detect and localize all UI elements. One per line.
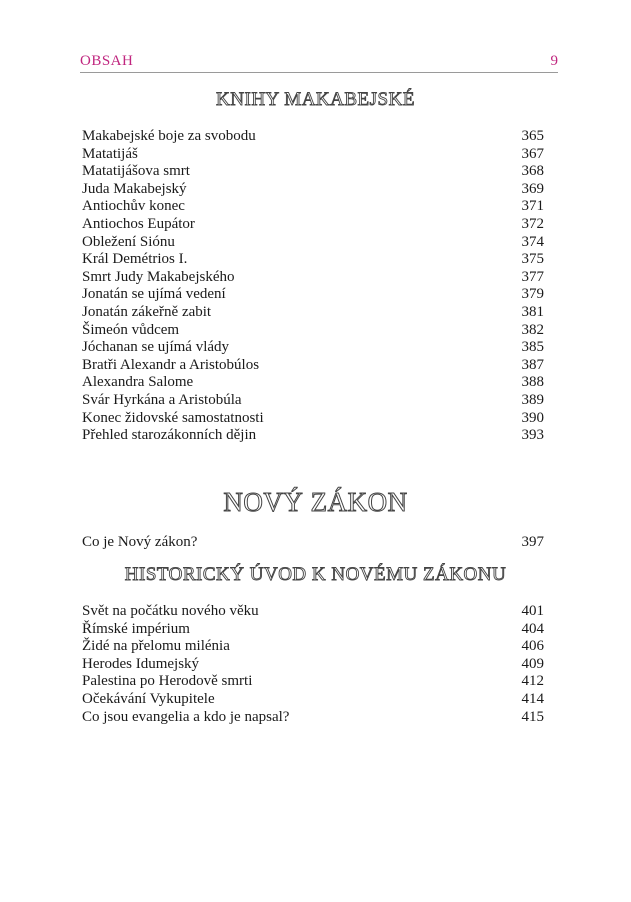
- toc-entry-page: 374: [521, 233, 544, 250]
- toc-entry-page: 382: [521, 321, 544, 338]
- toc-entry-page: 393: [521, 427, 544, 444]
- toc-list-novy-zakon: [82, 534, 544, 552]
- toc-entry: [82, 339, 544, 357]
- toc-entry: [82, 286, 544, 304]
- toc-entry-page: 372: [521, 215, 544, 232]
- toc-entry-page: 365: [521, 128, 544, 144]
- toc-entry: [82, 269, 544, 287]
- toc-entry-title: Římské impérium: [82, 620, 190, 637]
- toc-entry: [82, 181, 544, 199]
- page-number: 9: [550, 53, 558, 69]
- toc-entry-page: 375: [521, 251, 544, 268]
- toc-entry-title: Smrt Judy Makabejského: [82, 268, 235, 285]
- toc-entry-title: Matatijáš: [82, 145, 138, 162]
- toc-entry-page: 388: [521, 374, 544, 391]
- heading-knihy-makabejske: KNIHY MAKABEJSKÉ: [216, 89, 415, 110]
- toc-entry-title: Co je Nový zákon?: [82, 534, 198, 550]
- toc-entry: [82, 691, 544, 709]
- toc-entry: [82, 410, 544, 428]
- toc-entry-title: Jonatán se ujímá vedení: [82, 286, 226, 303]
- toc-entry-title: Přehled starozákonních dějin: [82, 427, 257, 444]
- toc-entry-title: Obležení Siónu: [82, 233, 175, 250]
- toc-entry-page: 415: [521, 708, 544, 725]
- toc-entry: [82, 198, 544, 216]
- toc-entry-page: 406: [521, 638, 544, 655]
- toc-entry: [82, 374, 544, 392]
- toc-entry-title: Židé na přelomu milénia: [82, 638, 230, 655]
- toc-entry-title: Palestina po Herodově smrti: [82, 673, 253, 690]
- toc-entry: [82, 322, 544, 340]
- toc-entry-title: Juda Makabejský: [82, 180, 187, 197]
- toc-entry-page: 381: [521, 303, 544, 320]
- toc-entry-title: Makabejské boje za svobodu: [82, 128, 256, 144]
- toc-entry-page: 404: [521, 620, 544, 637]
- toc-entry-page: 379: [521, 286, 544, 303]
- toc-list-historicky-uvod: [82, 603, 544, 726]
- toc-entry: [82, 128, 544, 146]
- toc-entry-title: Očekávání Vykupitele: [82, 690, 215, 707]
- section-label: OBSAH: [80, 53, 134, 69]
- toc-entry-title: Bratři Alexandr a Aristobúlos: [82, 356, 260, 373]
- toc-entry-title: Co jsou evangelia a kdo je napsal?: [82, 708, 290, 725]
- toc-entry-title: Matatijášova smrt: [82, 163, 190, 180]
- heading-novy-zakon: NOVÝ ZÁKON: [223, 487, 408, 517]
- toc-entry: [82, 603, 544, 621]
- toc-entry-page: 369: [521, 180, 544, 197]
- toc-entry: [82, 392, 544, 410]
- toc-entry-title: Antiochův konec: [82, 198, 185, 215]
- running-header: [80, 50, 558, 73]
- toc-entry: [82, 656, 544, 674]
- toc-entry-page: 409: [521, 655, 544, 672]
- toc-entry-title: Král Demétrios I.: [82, 251, 188, 268]
- toc-entry: [82, 534, 544, 552]
- toc-entry: [82, 304, 544, 322]
- toc-entry-title: Antiochos Eupátor: [82, 215, 195, 232]
- toc-entry: [82, 357, 544, 375]
- toc-entry-title: Alexandra Salome: [82, 374, 194, 391]
- toc-entry-page: 385: [521, 339, 544, 356]
- toc-entry-page: 412: [521, 673, 544, 690]
- heading-historicky-uvod: HISTORICKÝ ÚVOD K NOVÉMU ZÁKONU: [124, 564, 507, 585]
- toc-list-makabejske: [82, 128, 544, 445]
- toc-entry: [82, 216, 544, 234]
- toc-entry-title: Herodes Idumejský: [82, 655, 200, 672]
- toc-entry: [82, 673, 544, 691]
- toc-entry-page: 371: [521, 198, 544, 215]
- toc-entry-page: 368: [521, 163, 544, 180]
- toc-entry-page: 397: [521, 534, 544, 550]
- toc-entry-page: 401: [521, 603, 544, 619]
- toc-entry-title: Jonatán zákeřně zabit: [82, 303, 212, 320]
- toc-entry-title: Jóchanan se ujímá vlády: [82, 339, 230, 356]
- toc-entry: [82, 146, 544, 164]
- toc-entry: [82, 621, 544, 639]
- toc-entry-page: 367: [521, 145, 544, 162]
- toc-entry-page: 389: [521, 391, 544, 408]
- toc-entry-title: Svět na počátku nového věku: [82, 603, 259, 619]
- toc-entry-title: Konec židovské samostatnosti: [82, 409, 264, 426]
- toc-entry-title: Svár Hyrkána a Aristobúla: [82, 391, 242, 408]
- toc-entry-title: Šimeón vůdcem: [82, 321, 180, 338]
- toc-entry: [82, 427, 544, 445]
- toc-entry: [82, 163, 544, 181]
- toc-entry-page: 390: [521, 409, 544, 426]
- toc-entry-page: 414: [521, 690, 544, 707]
- toc-entry: [82, 251, 544, 269]
- toc-entry-page: 387: [521, 356, 544, 373]
- toc-entry-page: 377: [521, 268, 544, 285]
- toc-entry: [82, 709, 544, 727]
- toc-entry: [82, 234, 544, 252]
- toc-entry: [82, 638, 544, 656]
